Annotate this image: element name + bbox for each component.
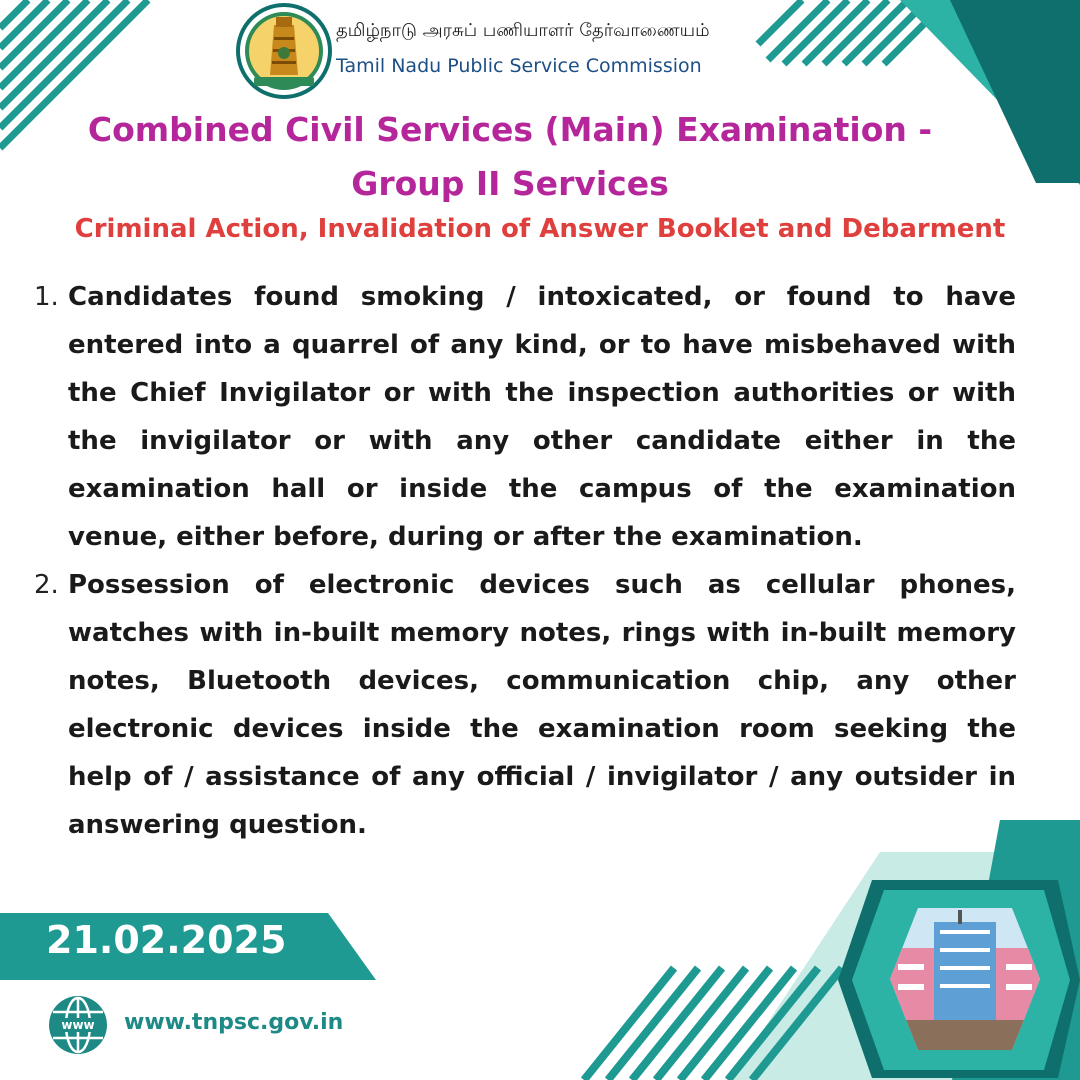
website-link[interactable]: www.tnpsc.gov.in (124, 1010, 344, 1035)
org-name-english: Tamil Nadu Public Service Commission (336, 55, 702, 77)
list-text: Candidates found smoking / intoxicated, or found to have entered into a quarrel of any kind, or to have misbehaved with the Chief Invigilator or with the inspection authorities or with the invigilator or with any other candidate either in the examination hall or inside the campus of the examination venue, either before, during or after the examination. (68, 282, 1016, 552)
date-label: 21.02.2025 (46, 918, 287, 962)
list-item (34, 273, 1016, 561)
list-text: Possession of electronic devices such as cellular phones, watches with in-built memory notes, rings with in-built memory notes, Bluetooth devices, communication chip, any other electronic devices inside the examination room seeking the help of / assistance of any official / invigilator / any outsider in answering question. (68, 570, 1016, 840)
top-right-triangle-dark (950, 0, 1080, 183)
list-number: 1. (34, 282, 59, 312)
org-name-tamil: தமிழ்நாடு அரசுப் பணியாளர் தேர்வாணையம் (336, 20, 710, 41)
list-number: 2. (34, 570, 59, 600)
list-item (34, 561, 1016, 849)
globe-icon (47, 994, 109, 1056)
title-line-2: Group II Services (351, 164, 669, 203)
subtitle: Criminal Action, Invalidation of Answer Booklet and Debarment (74, 214, 1006, 244)
building-photo (890, 908, 1040, 1050)
globe-label: www (61, 1018, 95, 1032)
tamil-nadu-emblem-icon (236, 3, 332, 99)
title-line-1: Combined Civil Services (Main) Examination - (87, 110, 933, 149)
notes-list (34, 273, 1016, 849)
